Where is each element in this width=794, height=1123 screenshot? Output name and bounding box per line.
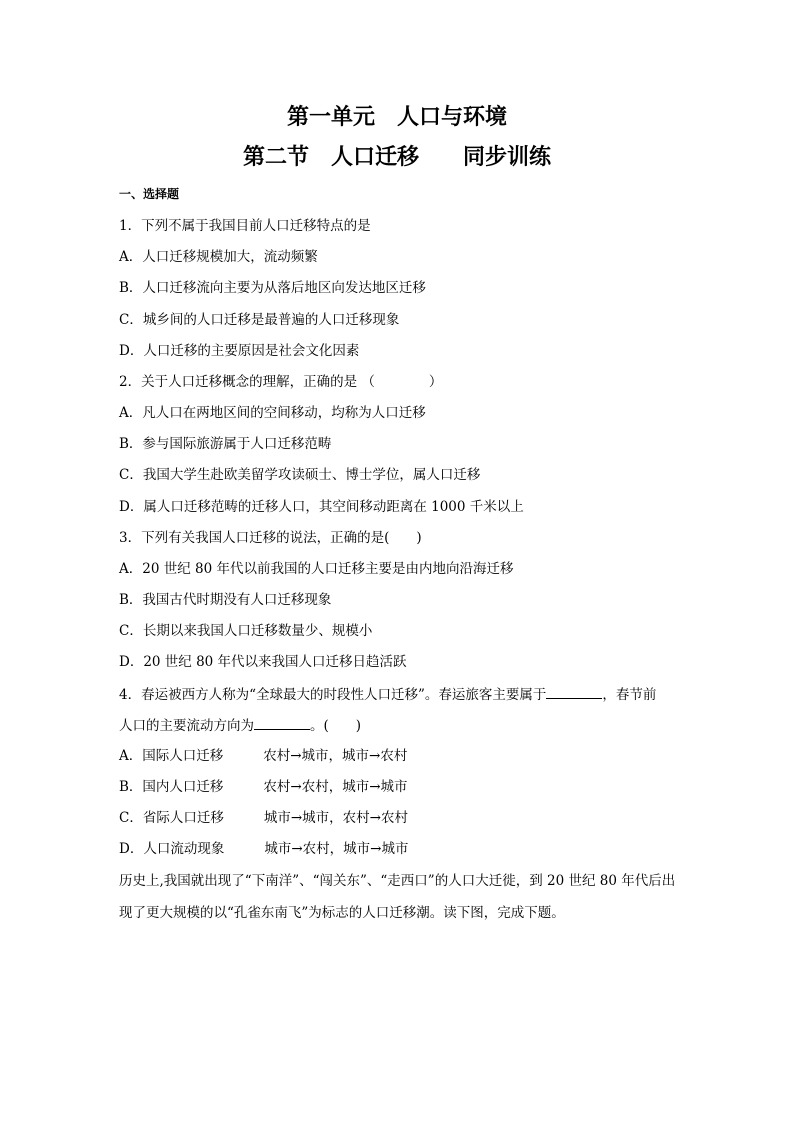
answer-blank-2[interactable] [254,715,310,730]
question-3-option-d: D．20 世纪 80 年代以来我国人口迁移日趋活跃 [119,654,407,670]
option-a-label: A．国际人口迁移 [119,748,224,764]
question-2-option-b: B．参与国际旅游属于人口迁移范畴 [119,436,332,452]
question-1-option-b: B．人口迁移流向主要为从落后地区向发达地区迁移 [119,280,426,296]
option-c-direction: 城市→城市，农村→农村 [263,810,408,826]
question-1-option-c: C．城乡间的人口迁移是最普遍的人口迁移现象 [119,312,400,328]
question-2-option-c: C．我国大学生赴欧美留学攻读硕士、博士学位，属人口迁移 [119,467,481,483]
question-4-stem-text-3: 人口的主要流动方向为 [119,718,254,734]
question-4-option-a [119,746,407,766]
question-4-stem-text-4: 。( ) [310,718,362,734]
question-4-option-d [119,839,408,859]
question-4-stem-line2 [119,715,361,736]
question-3-option-a: A．20 世纪 80 年代以前我国的人口迁移主要是由内地向沿海迁移 [119,561,514,577]
passage-line-2: 现了更大规模的以“孔雀东南飞”为标志的人口迁移潮。读下图，完成下题。 [119,905,565,921]
passage-line-1: 历史上,我国就出现了“下南洋”、“闯关东”、“走西口”的人口大迁徙，到 20 世纪 80 年代后出 [119,873,676,889]
question-2-option-a: A．凡人口在两地区间的空间移动，均称为人口迁移 [119,405,426,421]
answer-blank-1[interactable] [546,684,602,699]
question-4-stem-line1 [119,684,656,705]
question-1-option-a: A．人口迁移规模加大，流动频繁 [119,249,318,265]
option-b-label: B．国内人口迁移 [119,779,224,795]
section-title: 第二节 人口迁移 同步训练 [242,145,551,170]
unit-title: 第一单元 人口与环境 [286,105,507,130]
question-4-option-b [119,777,408,797]
option-d-direction: 城市→农村，城市→城市 [264,841,409,857]
question-3-stem: 3．下列有关我国人口迁移的说法，正确的是( ) [119,530,422,546]
question-4-stem-text-1: 4．春运被西方人称为“全球最大的时段性人口迁移”。春运旅客主要属于 [119,687,547,703]
option-d-label: D．人口流动现象 [119,841,225,857]
question-2-stem: 2．关于人口迁移概念的理解，正确的是 （ ） [119,374,443,390]
option-c-label: C．省际人口迁移 [119,810,224,826]
option-a-direction: 农村→城市，城市→农村 [263,748,408,764]
question-1-stem: 1．下列不属于我国目前人口迁移特点的是 [119,218,371,234]
question-3-option-c: C．长期以来我国人口迁移数量少、规模小 [119,623,373,639]
question-2-option-d: D．属人口迁移范畴的迁移人口，其空间移动距离在 1000 千米以上 [119,499,524,515]
question-4-stem-text-2: ，春节前 [602,687,657,703]
section-heading: 一、选择题 [119,187,180,201]
question-1-option-d: D．人口迁移的主要原因是社会文化因素 [119,343,360,359]
question-4-option-c [119,808,408,828]
option-b-direction: 农村→农村，城市→城市 [263,779,408,795]
question-3-option-b: B．我国古代时期没有人口迁移现象 [119,592,332,608]
